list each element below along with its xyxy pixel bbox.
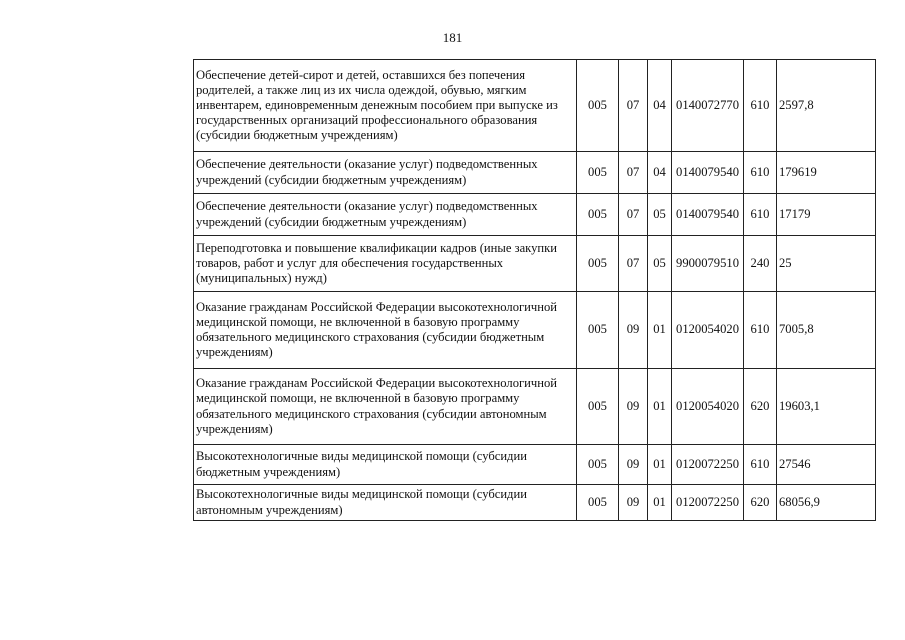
table-row: [194, 292, 876, 369]
ved-code: 005: [577, 445, 619, 485]
ved-code: 005: [577, 292, 619, 369]
table-row: [194, 194, 876, 236]
row-description: Высокотехнологичные виды медицинской помощи (субсидии бюджетным учреждениям): [194, 445, 577, 485]
section-code: 09: [619, 369, 648, 445]
section-code: 09: [619, 445, 648, 485]
expense-type-code: 610: [744, 152, 777, 194]
target-article-code: 0120072250: [672, 445, 744, 485]
ved-code: 005: [577, 236, 619, 292]
table-row: [194, 369, 876, 445]
subsection-code: 01: [648, 292, 672, 369]
row-description: Оказание гражданам Российской Федерации высокотехнологичной медицинской помощи, не включенной в базовую программу обязательного медицинского страхования (субсидии автономным учреждениям): [194, 369, 577, 445]
row-description: Обеспечение детей-сирот и детей, оставшихся без попечения родителей, а также лиц из их числа одеждой, обувью, мягким инвентарем, единовременным денежным пособием при выпуске из государственных организаций профессионального образования (субсидии бюджетным учреждениям): [194, 60, 577, 152]
table-row: [194, 236, 876, 292]
amount: 7005,8: [777, 292, 876, 369]
ved-code: 005: [577, 485, 619, 521]
table-row: [194, 445, 876, 485]
target-article-code: 0140072770: [672, 60, 744, 152]
row-description: Оказание гражданам Российской Федерации высокотехнологичной медицинской помощи, не включенной в базовую программу обязательного медицинского страхования (субсидии бюджетным учреждениям): [194, 292, 577, 369]
row-description: Обеспечение деятельности (оказание услуг) подведомственных учреждений (субсидии бюджетным учреждениям): [194, 194, 577, 236]
expense-type-code: 610: [744, 194, 777, 236]
subsection-code: 04: [648, 152, 672, 194]
section-code: 07: [619, 236, 648, 292]
target-article-code: 0120054020: [672, 369, 744, 445]
ved-code: 005: [577, 152, 619, 194]
section-code: 07: [619, 60, 648, 152]
amount: 68056,9: [777, 485, 876, 521]
subsection-code: 05: [648, 194, 672, 236]
expense-type-code: 610: [744, 60, 777, 152]
amount: 27546: [777, 445, 876, 485]
subsection-code: 01: [648, 369, 672, 445]
amount: 19603,1: [777, 369, 876, 445]
section-code: 09: [619, 485, 648, 521]
row-description: Высокотехнологичные виды медицинской помощи (субсидии автономным учреждениям): [194, 485, 577, 521]
row-description: Переподготовка и повышение квалификации кадров (иные закупки товаров, работ и услуг для обеспечения государственных (муниципальных) нужд): [194, 236, 577, 292]
amount: 25: [777, 236, 876, 292]
page-number: 181: [442, 30, 463, 45]
table-row: [194, 485, 876, 521]
target-article-code: 0140079540: [672, 152, 744, 194]
expense-type-code: 620: [744, 485, 777, 521]
row-description: Обеспечение деятельности (оказание услуг) подведомственных учреждений (субсидии бюджетным учреждениям): [194, 152, 577, 194]
target-article-code: 9900079510: [672, 236, 744, 292]
table-row: [194, 152, 876, 194]
subsection-code: 04: [648, 60, 672, 152]
ved-code: 005: [577, 369, 619, 445]
expense-type-code: 240: [744, 236, 777, 292]
target-article-code: 0140079540: [672, 194, 744, 236]
expense-type-code: 610: [744, 445, 777, 485]
subsection-code: 01: [648, 485, 672, 521]
amount: 179619: [777, 152, 876, 194]
amount: 2597,8: [777, 60, 876, 152]
table-row: [194, 60, 876, 152]
ved-code: 005: [577, 194, 619, 236]
amount: 17179: [777, 194, 876, 236]
ved-code: 005: [577, 60, 619, 152]
section-code: 09: [619, 292, 648, 369]
target-article-code: 0120054020: [672, 292, 744, 369]
expense-type-code: 620: [744, 369, 777, 445]
target-article-code: 0120072250: [672, 485, 744, 521]
expense-type-code: 610: [744, 292, 777, 369]
section-code: 07: [619, 194, 648, 236]
section-code: 07: [619, 152, 648, 194]
subsection-code: 01: [648, 445, 672, 485]
subsection-code: 05: [648, 236, 672, 292]
budget-table: [193, 59, 876, 521]
